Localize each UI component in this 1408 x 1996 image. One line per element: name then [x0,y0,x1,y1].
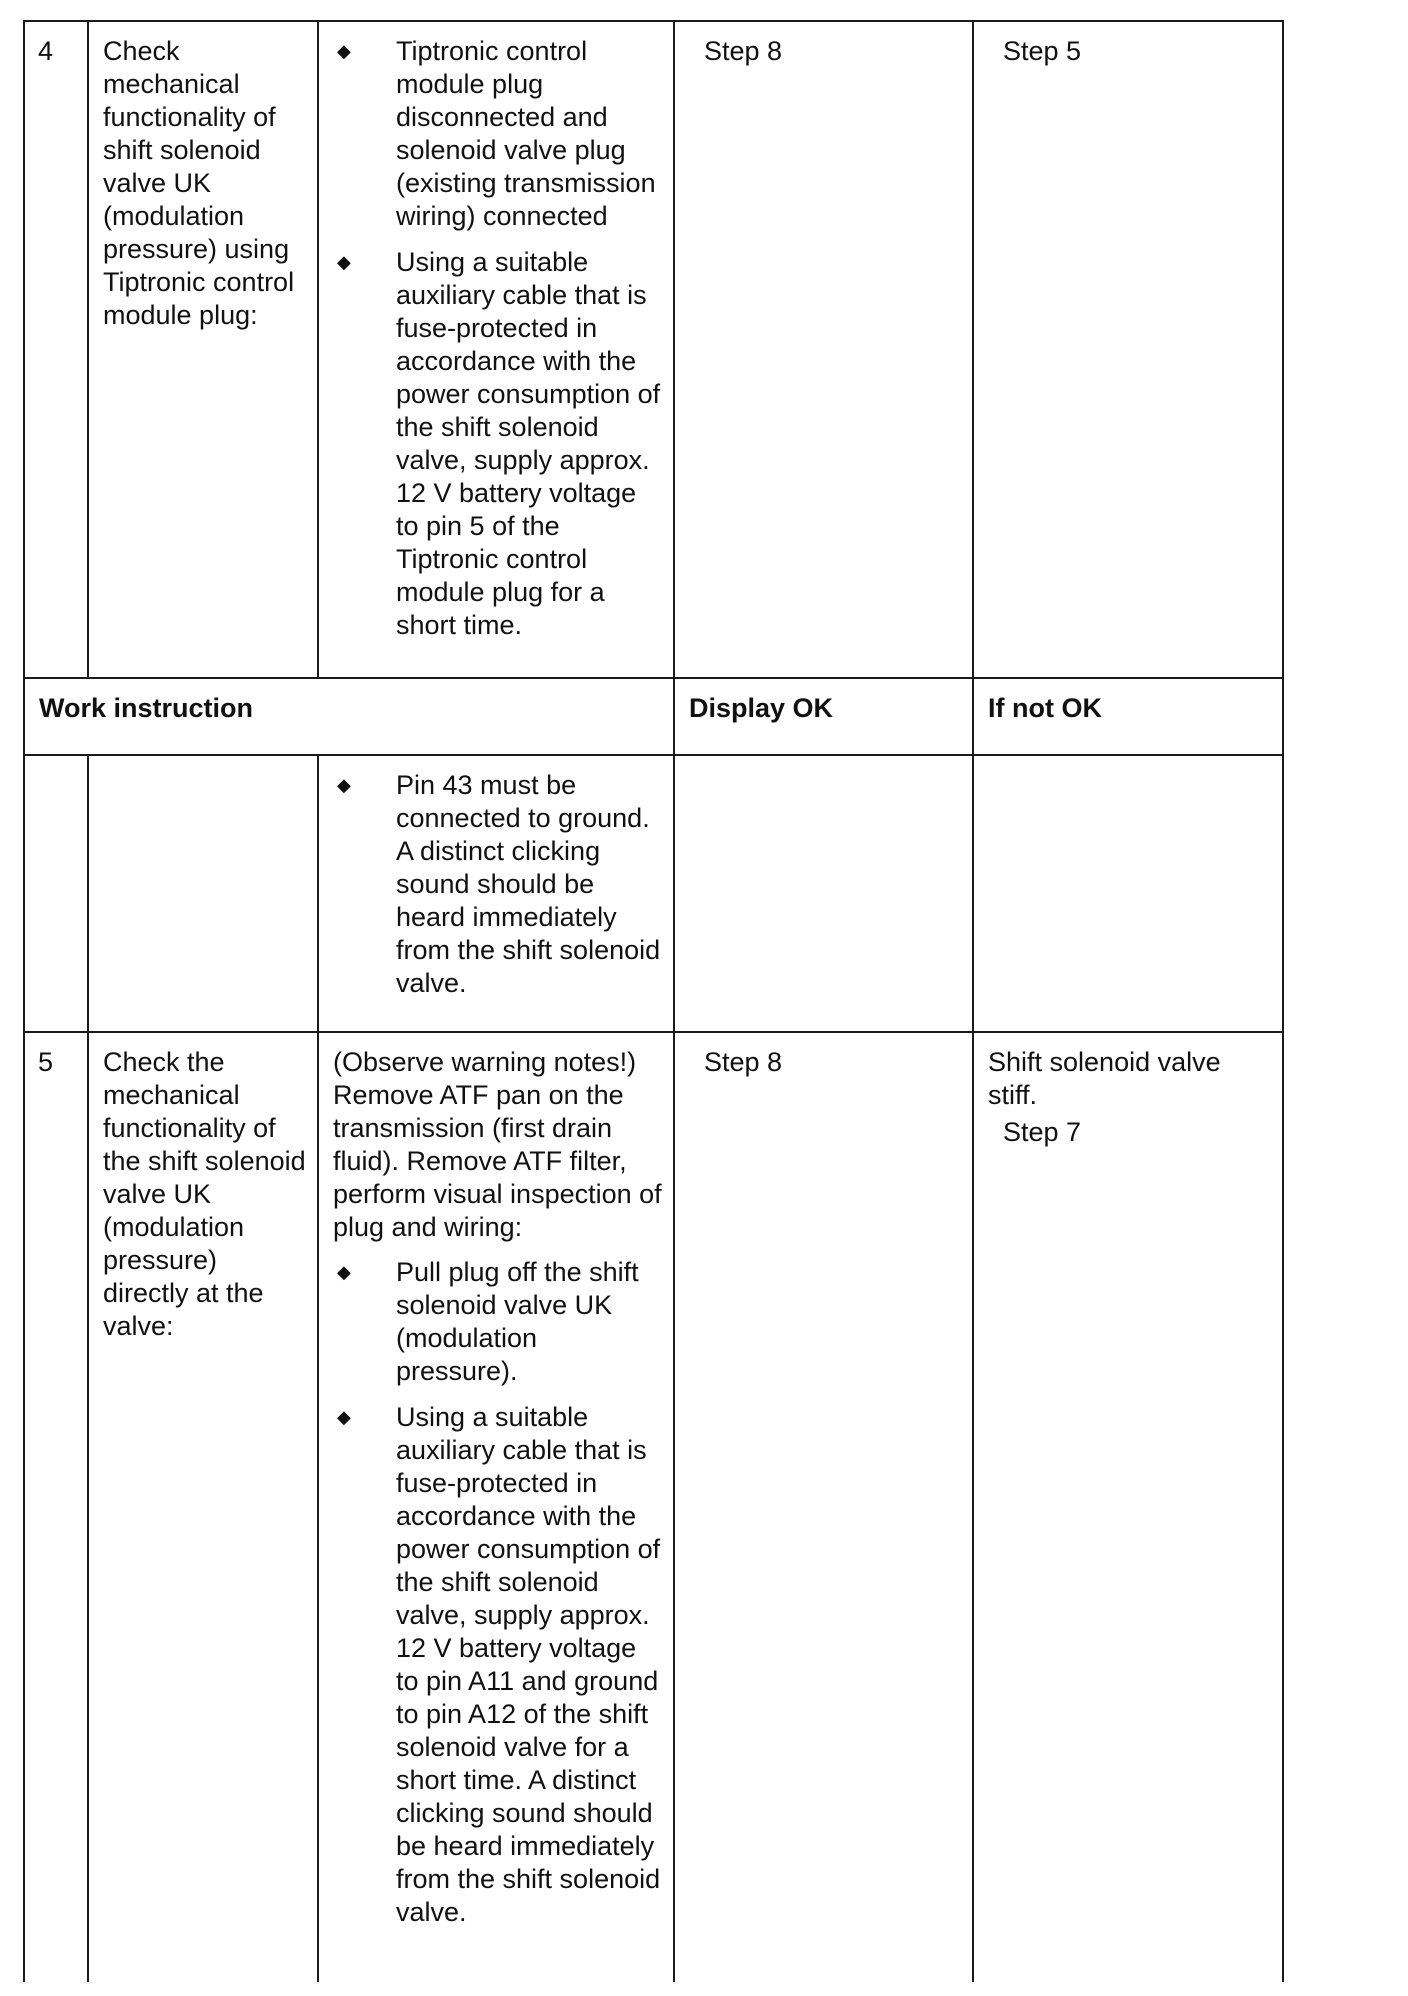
list-item [333,1256,663,1388]
step-description: Check the mechanical functionality of the shift solenoid valve UK (modulation pressure) directly at the valve: [88,1032,318,1982]
table-row-step-4 [24,21,1283,678]
list-item [333,35,663,233]
display-ok-cell: Step 8 [674,1032,973,1982]
list-item [333,246,663,642]
diamond-bullet-icon: ◆ [337,41,351,61]
if-not-ok-cell: Step 5 [973,21,1283,678]
step-number: 5 [24,1032,88,1982]
table-row-step-5 [24,1032,1283,1982]
header-if-not-ok: If not OK [973,678,1283,755]
diamond-bullet-icon: ◆ [337,775,351,795]
step-number: 4 [24,21,88,678]
diamond-bullet-icon: ◆ [337,1262,351,1282]
empty-cell [24,755,88,1032]
list-item [333,1401,663,1929]
header-work-instruction: Work instruction [24,678,674,755]
display-ok-cell: Step 8 [674,21,973,678]
if-not-ok-text: Shift solenoid valve stiff. [988,1047,1221,1110]
step-instructions [318,1032,674,1982]
if-not-ok-cell [973,1032,1283,1982]
table-header-row [24,678,1283,755]
bullet-text: Pin 43 must be connected to ground. A distinct clicking sound should be heard immediately from the shift solenoid valve. [396,770,661,998]
bullet-text: Tiptronic control module plug disconnected and solenoid valve plug (existing transmission wiring) connected [396,36,656,231]
bullet-text: Using a suitable auxiliary cable that is fuse-protected in accordance with the power consumption of the shift solenoid valve, supply approx. 12 V battery voltage to pin A11 and ground to pin A12 of the shift solenoid valve for a short time. A distinct clicking sound should be heard immediately from the shift solenoid valve. [396,1402,661,1927]
empty-cell [88,755,318,1032]
instruction-intro: (Observe warning notes!) Remove ATF pan on the transmission (first drain fluid). Remove ATF filter, perform visual inspection of plug and wiring: [333,1047,662,1242]
if-not-ok-step: Step 7 [1003,1117,1082,1147]
step-description: Check mechanical functionality of shift solenoid valve UK (modulation pressure) using Tiptronic control module plug: [88,21,318,678]
bullet-text: Using a suitable auxiliary cable that is fuse-protected in accordance with the power consumption of the shift solenoid valve, supply approx. 12 V battery voltage to pin 5 of the Tiptronic control module plug for a short time. [396,247,661,640]
bullet-text: Pull plug off the shift solenoid valve UK (modulation pressure). [396,1257,639,1386]
empty-cell [973,755,1283,1032]
procedure-table [23,20,1284,1982]
step-instructions [318,21,674,678]
procedure-document [23,20,1282,1982]
diamond-bullet-icon: ◆ [337,1407,351,1427]
list-item [333,769,663,1000]
empty-cell [674,755,973,1032]
header-display-ok: Display OK [674,678,973,755]
step-instructions [318,755,674,1032]
table-row-step-4-continued [24,755,1283,1032]
diamond-bullet-icon: ◆ [337,252,351,272]
